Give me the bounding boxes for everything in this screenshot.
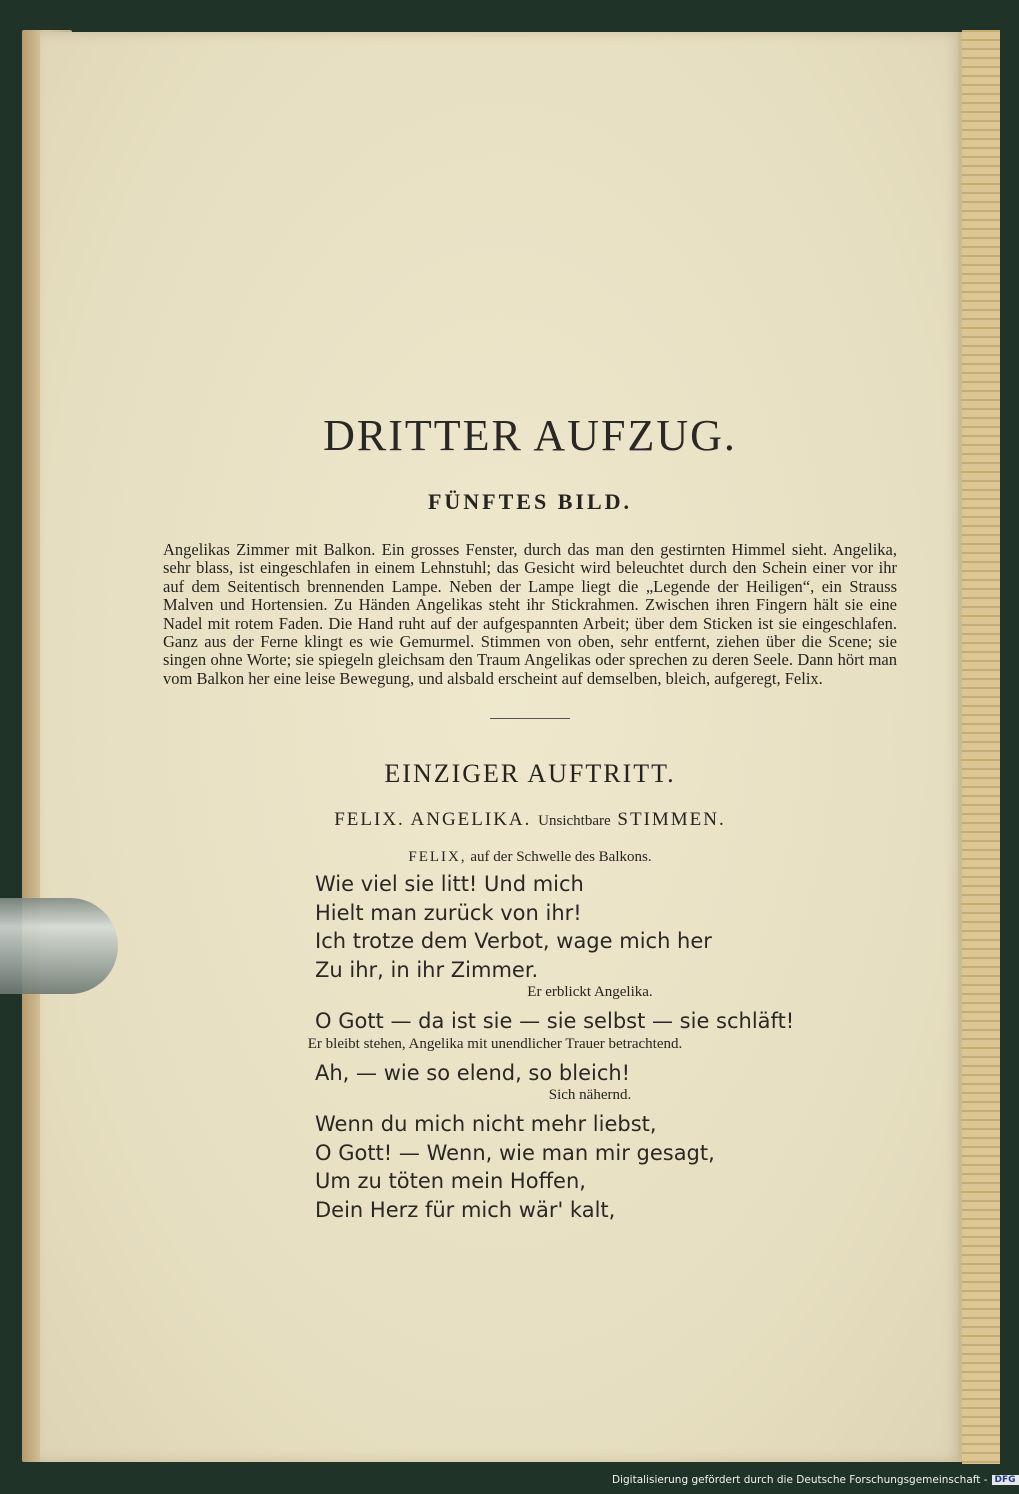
verse-block-2: [315, 1007, 900, 1036]
verse-line: Dein Herz für mich wär' kalt,: [315, 1197, 616, 1222]
book-spine: [962, 30, 1000, 1464]
dramatis-personae: [160, 809, 900, 831]
verse-line: O Gott! — Wenn, wie man mir gesagt,: [315, 1140, 715, 1165]
speaker-name: FELIX,: [408, 849, 467, 866]
footer-text: Digitalisierung gefördert durch die Deutsche Forschungsgemeinschaft -: [612, 1474, 988, 1486]
stage-note-2: Er bleibt stehen, Angelika mit unendlicher Trauer betrachtend.: [307, 1035, 683, 1052]
footer-credit: [612, 1474, 1019, 1490]
page-content: [160, 400, 900, 1224]
stage-note-3: Sich nähernd.: [548, 1087, 632, 1104]
speaker-note: auf der Schwelle des Balkons.: [470, 849, 652, 866]
verse-line: Wie viel sie litt! Und mich: [315, 872, 584, 897]
speaker-line: [160, 849, 900, 866]
scene-heading: FÜNFTES BILD.: [427, 489, 633, 514]
verse-line: Hielt man zurück von ihr!: [315, 900, 582, 925]
stage-direction: Angelikas Zimmer mit Balkon. Ein grosses Fenster, durch das man den gestirnten Himmel sieht. Angelika, sehr blass, ist eingeschlafen in einem Lehnstuhl; das Gesicht wird beleuchtet durch den Schein einer vor ihr auf dem Seitentisch brennenden Lampe. Neben der Lampe liegt die „Legende der Heiligen“, ein Strauss Malven und Hortensien. Zu Händen Angelikas steht ihr Stickrahmen. Zwischen ihren Fingern hält sie eine Nadel mit rotem Faden. Die Hand ruht auf der aufgespannten Arbeit; über dem Sticken ist sie eingeschlafen. Ganz aus der Ferne klingt es wie Gemurmel. Stimmen von oben, sehr entfernt, ziehen über die Scene; sie singen ohne Worte; sie spiegeln gleichsam den Traum Angelikas oder sprechen zu deren Seele. Dann hört man vom Balkon her eine leise Bewegung, und alsbald erscheint auf demselben, bleich, aufgeregt, Felix.: [163, 540, 897, 688]
verse-line: O Gott — da ist sie — sie selbst — sie schläft!: [315, 1009, 795, 1034]
persons-small: Unsichtbare: [538, 813, 611, 830]
dfg-logo: DFG: [992, 1475, 1019, 1485]
verse-line: Ich trotze dem Verbot, wage mich her: [315, 929, 712, 954]
verse-line: Um zu töten mein Hoffen,: [315, 1169, 586, 1194]
divider: [490, 718, 570, 719]
verse-block-4: [315, 1110, 900, 1224]
verse-line: Wenn du mich nicht mehr liebst,: [315, 1112, 657, 1137]
appearance-heading: EINZIGER AUFTRITT.: [384, 759, 676, 789]
verse-line: Ah, — wie so elend, so bleich!: [315, 1060, 631, 1085]
verse-line: Zu ihr, in ihr Zimmer.: [315, 957, 539, 982]
act-heading: DRITTER AUFZUG.: [323, 411, 737, 460]
persons-voices: STIMMEN.: [617, 809, 726, 831]
stage-note-1: Er erblickt Angelika.: [527, 984, 653, 1001]
thumb-clip: [0, 898, 118, 994]
verse-block-3: [315, 1059, 900, 1088]
persons-main: FELIX. ANGELIKA.: [334, 809, 532, 831]
verse-block-1: [315, 870, 900, 984]
